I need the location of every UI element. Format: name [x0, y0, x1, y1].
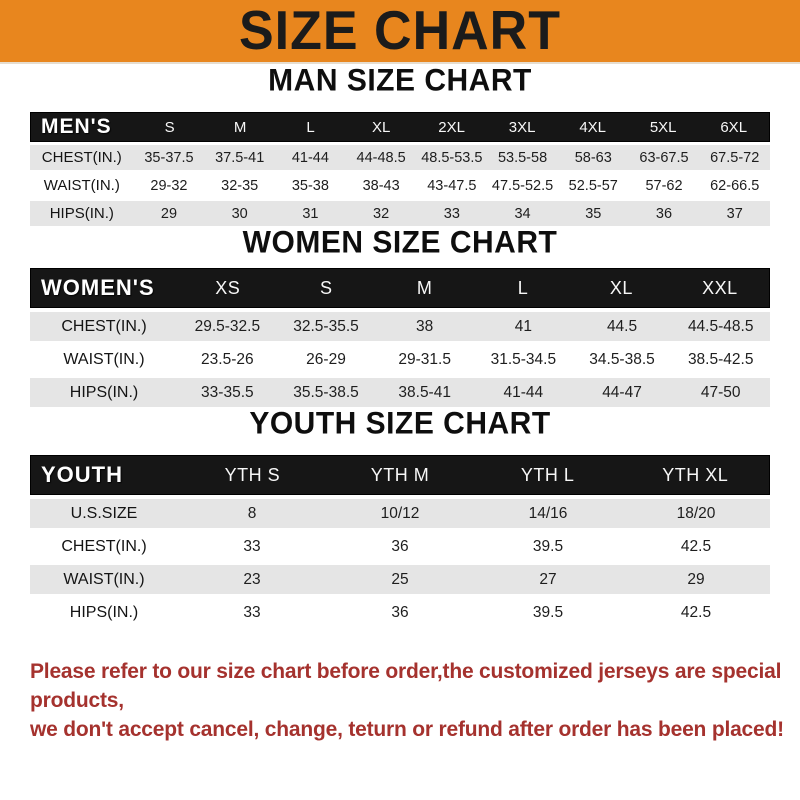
size-value-cell: 18/20 [676, 504, 716, 522]
size-column-header: S [164, 118, 175, 136]
size-column-header: 4XL [579, 118, 607, 136]
size-value-cell: 52.5-57 [568, 177, 618, 194]
size-value-cell: 25 [391, 570, 409, 588]
row-label: U.S.SIZE [70, 504, 138, 522]
size-value-cell: 29-31.5 [398, 350, 451, 368]
women-size-table [30, 268, 770, 407]
size-value-cell: 44-48.5 [356, 149, 406, 166]
footer-note-line1: Please refer to our size chart before order,the customized jerseys are special products, [30, 660, 782, 712]
size-column-header: XL [609, 277, 633, 298]
size-value-cell: 29 [160, 205, 178, 222]
youth-ussize-row [30, 499, 770, 528]
size-value-cell: 23.5-26 [201, 350, 254, 368]
size-column-header: YTH M [370, 464, 430, 485]
size-value-cell: 41-44 [291, 149, 329, 166]
size-column-header: YTH S [224, 464, 281, 485]
size-value-cell: 27 [539, 570, 557, 588]
footer-note [0, 657, 800, 744]
women-chest-row [30, 312, 770, 341]
size-value-cell: 14/16 [528, 504, 568, 522]
size-value-cell: 47.5-52.5 [491, 177, 554, 194]
size-value-cell: 42.5 [680, 603, 712, 621]
row-label: WAIST(IN.) [63, 350, 145, 368]
size-value-cell: 36 [655, 205, 673, 222]
youth-waist-row [30, 565, 770, 594]
size-value-cell: 32.5-35.5 [293, 317, 359, 335]
size-value-cell: 67.5-72 [710, 149, 760, 166]
size-value-cell: 35.5-38.5 [293, 383, 359, 401]
women-hips-row [30, 378, 770, 407]
men-table-title: MEN'S [41, 115, 112, 138]
size-column-header: YTH XL [662, 464, 729, 485]
youth-section-heading: YOUTH SIZE CHART [249, 406, 551, 441]
size-column-header: YTH L [520, 464, 575, 485]
size-value-cell: 57-62 [645, 177, 683, 194]
size-value-cell: 36 [391, 537, 409, 555]
size-value-cell: 58-63 [574, 149, 612, 166]
size-value-cell: 33 [243, 603, 261, 621]
size-value-cell: 41-44 [503, 383, 544, 401]
row-label: HIPS(IN.) [69, 383, 139, 401]
size-value-cell: 44.5 [606, 317, 638, 335]
size-column-header: L [306, 118, 315, 136]
size-value-cell: 26-29 [306, 350, 346, 368]
size-value-cell: 38.5-41 [398, 383, 451, 401]
size-value-cell: 38.5-42.5 [687, 350, 754, 368]
size-column-header: L [517, 277, 529, 298]
women-waist-row [30, 345, 770, 374]
size-column-header: 6XL [720, 118, 748, 136]
size-value-cell: 35-37.5 [144, 149, 194, 166]
size-value-cell: 37.5-41 [215, 149, 265, 166]
size-value-cell: 32-35 [221, 177, 259, 194]
size-value-cell: 37 [726, 205, 743, 222]
size-value-cell: 35 [585, 205, 602, 222]
size-value-cell: 44.5-48.5 [687, 317, 754, 335]
size-value-cell: 8 [247, 504, 257, 522]
size-value-cell: 30 [231, 205, 248, 222]
size-column-header: M [233, 118, 247, 136]
size-column-header: XS [215, 277, 241, 298]
size-value-cell: 33-35.5 [201, 383, 254, 401]
size-value-cell: 62-66.5 [710, 177, 760, 194]
size-value-cell: 32 [373, 205, 390, 222]
row-label: HIPS(IN.) [69, 603, 139, 621]
size-value-cell: 63-67.5 [639, 149, 689, 166]
size-value-cell: 10/12 [380, 504, 420, 522]
women-table-title: WOMEN'S [41, 275, 155, 300]
men-size-table [30, 112, 770, 226]
size-value-cell: 41 [514, 317, 532, 335]
women-section-heading: WOMEN SIZE CHART [242, 225, 558, 260]
size-value-cell: 38 [416, 317, 434, 335]
size-column-header: 3XL [508, 118, 536, 136]
size-column-header: S [319, 277, 333, 298]
youth-hips-row [30, 598, 770, 627]
row-label: CHEST(IN.) [61, 537, 147, 555]
row-label: HIPS(IN.) [49, 205, 114, 222]
row-label: CHEST(IN.) [61, 317, 147, 335]
size-value-cell: 31.5-34.5 [490, 350, 557, 368]
size-value-cell: 47-50 [700, 383, 741, 401]
size-column-header: XXL [702, 277, 738, 298]
size-value-cell: 33 [243, 537, 261, 555]
size-value-cell: 23 [243, 570, 261, 588]
size-value-cell: 48.5-53.5 [421, 149, 483, 166]
size-column-header: XL [371, 118, 391, 136]
size-value-cell: 42.5 [680, 537, 712, 555]
size-chart-banner [0, 0, 800, 64]
row-label: WAIST(IN.) [43, 177, 120, 194]
size-value-cell: 29 [687, 570, 705, 588]
size-value-cell: 44-47 [602, 383, 642, 401]
men-waist-row [30, 173, 770, 198]
size-value-cell: 39.5 [532, 537, 564, 555]
size-value-cell: 43-47.5 [427, 177, 477, 194]
size-value-cell: 33 [443, 205, 460, 222]
size-value-cell: 31 [302, 205, 319, 222]
size-value-cell: 35-38 [291, 177, 329, 194]
size-value-cell: 36 [391, 603, 409, 621]
size-column-header: M [416, 277, 433, 298]
men-chest-row [30, 145, 770, 170]
row-label: CHEST(IN.) [41, 149, 122, 166]
size-value-cell: 39.5 [532, 603, 564, 621]
men-table-header [30, 112, 770, 142]
banner-title: SIZE CHART [239, 0, 561, 62]
size-value-cell: 53.5-58 [497, 149, 548, 166]
women-table-header [30, 268, 770, 308]
youth-chest-row [30, 532, 770, 561]
footer-note-line2: we don't accept cancel, change, teturn or refund after order has been placed! [30, 718, 784, 741]
size-value-cell: 34 [514, 205, 531, 222]
youth-size-table [30, 455, 770, 627]
size-column-header: 5XL [649, 118, 677, 136]
size-column-header: 2XL [438, 118, 465, 136]
row-label: WAIST(IN.) [63, 570, 145, 588]
youth-table-title: YOUTH [41, 462, 123, 487]
size-value-cell: 34.5-38.5 [589, 350, 655, 368]
size-value-cell: 38-43 [362, 177, 400, 194]
men-section-heading: MAN SIZE CHART [268, 63, 532, 98]
size-value-cell: 29.5-32.5 [194, 317, 261, 335]
youth-table-header [30, 455, 770, 495]
size-value-cell: 29-32 [150, 177, 188, 194]
men-hips-row [30, 201, 770, 226]
